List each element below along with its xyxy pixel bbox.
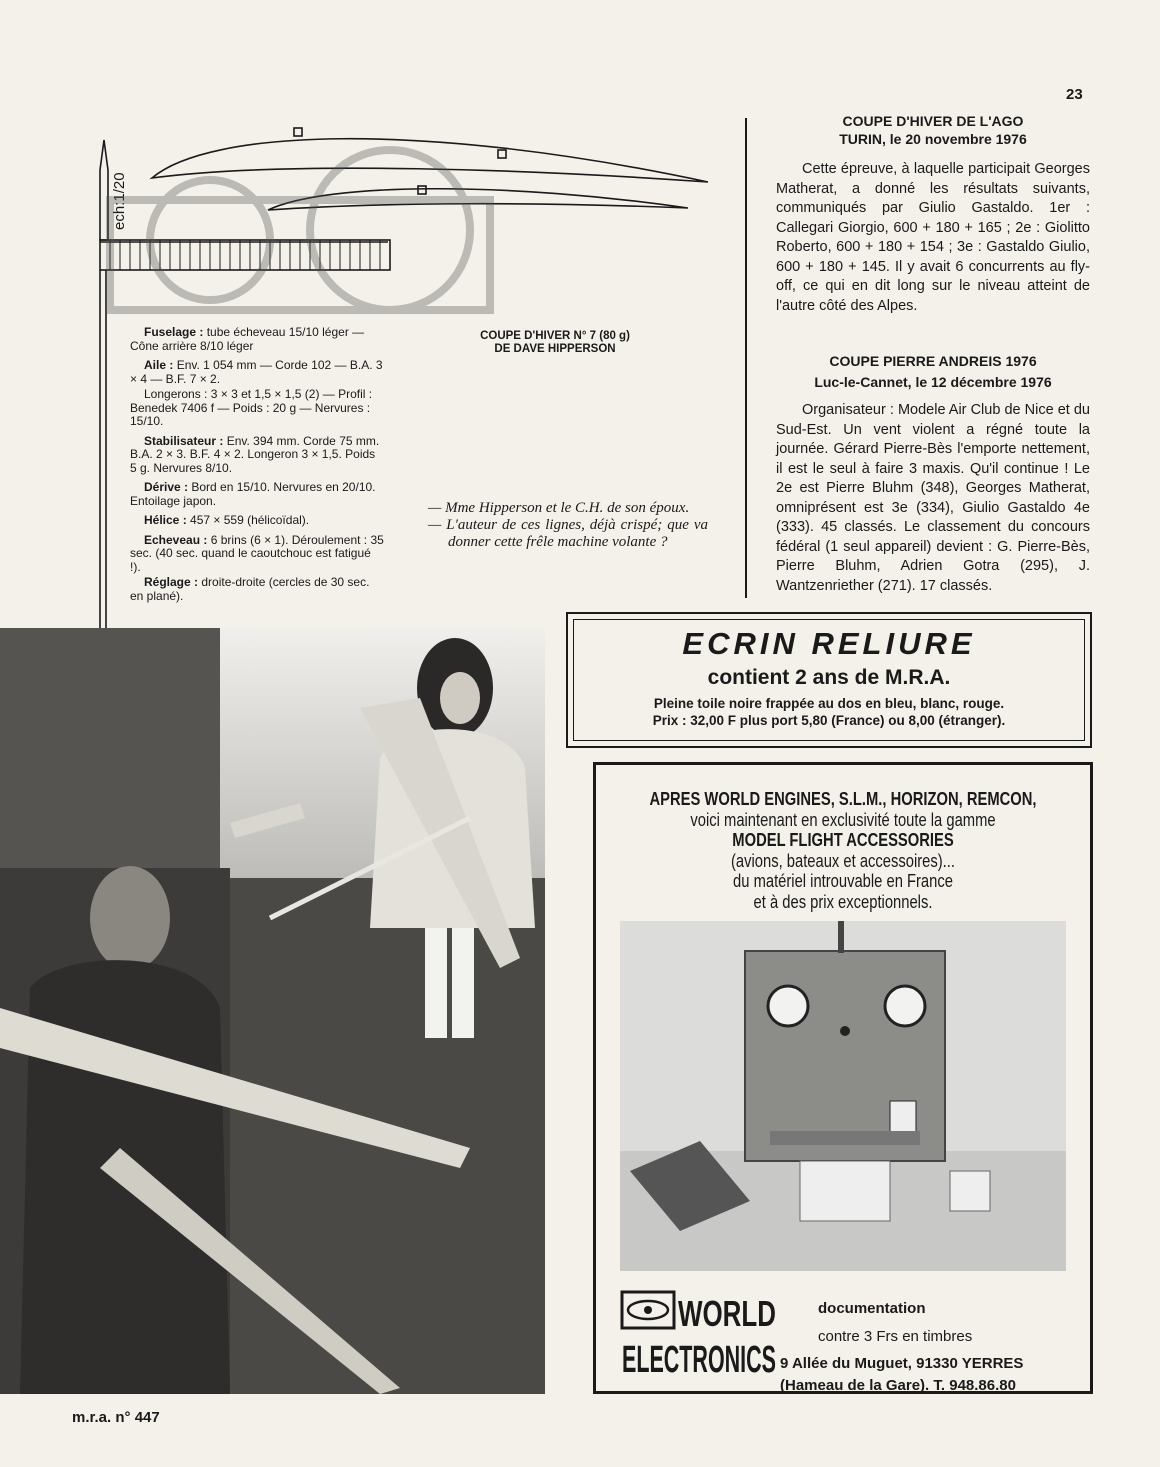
ad-headline: APRES WORLD ENGINES, S.L.M., HORIZON, REMCON, voici maintenant en exclusivité toute la gamme MODEL FLIGHT ACCESSORIES (avions, bateaux et accessoires)... du matériel introuvable en France et à des prix exceptionnels. [649,789,1037,912]
people-with-model-photo [0,628,545,1394]
svg-text:ELECTRONICS: ELECTRONICS [622,1339,776,1376]
world-electronics-ad [593,762,1093,1394]
spec-fuselage: Fuselage : tube écheveau 15/10 léger — Cône arrière 8/10 léger [130,325,365,353]
article-subtitle: Luc-le-Cannet, le 12 décembre 1976 [814,374,1052,390]
photo-caption-2: — L'auteur de ces lignes, déjà crispé; que va donner cette frêle machine volante ? [428,517,708,550]
article-title: COUPE PIERRE ANDREIS 1976 [829,353,1037,369]
issue-footer: m.r.a. n° 447 [72,1409,160,1426]
spec-rubber: Echeveau : 6 brins (6 × 1). Déroulement : 35 sec. (40 sec. quand le caoutchouc est fatigué !). [130,532,384,574]
article-title: COUPE D'HIVER DE L'AGO [842,113,1024,129]
ad-contact: documentation contre 3 Frs en timbres [818,1300,973,1345]
ecrin-subtitle: contient 2 ans de M.R.A. [707,666,951,689]
column-divider [745,118,747,598]
page-number: 23 [1066,86,1083,103]
photo-captions [428,500,708,551]
world-electronics-logo [620,1290,778,1376]
spec-trim: Réglage : droite-droite (cercles de 30 sec. en plané). [130,575,370,603]
svg-text:WORLD: WORLD [678,1293,776,1334]
photo-caption-1: — Mme Hipperson et le C.H. de son époux. [428,500,690,516]
ad-address: 9 Allée du Muguet, 91330 YERRES (Hameau de la Gare). T. 948.86.80 [780,1355,1024,1394]
spec-fin: Dérive : Bord en 15/10. Nervures en 20/10. Entoilage japon. [130,480,376,508]
article-andreis [776,352,1090,596]
spec-stabilizer: Stabilisateur : Env. 394 mm. Corde 75 mm. B.A. 2 × 3. B.F. 4 × 2. Longeron 3 × 1,5. Poids 5 g. Nervures 8/10. [130,433,380,475]
article-subtitle: TURIN, le 20 novembre 1976 [839,131,1027,147]
scale-label: ech:1/20 [111,172,128,230]
article-body: Organisateur : Modele Air Club de Nice et du Sud-Est. Un vent violent a régné toute la journée. Gérard Pierre-Bès l'emporte nettement, il est le seul à faire 3 maxis. Qu'il continue ! Le 2e est Pierre Bluhm (348), Georges Matherat, omniprésent est 3e (334), Giulio Gastaldo 4e (333). 45 classés. Le classement du concours fédéral (1 seul appareil) devient : G. Pierre-Bès, Pierre Bluhm, Adrien Gotra (295), J. Wantzenriether (271). 17 classés. [776,402,1090,594]
ecrin-reliure-ad [566,612,1092,748]
ecrin-description: Pleine toile noire frappée au dos en bleu, blanc, rouge. Prix : 32,00 F plus port 5,80 (France) ou 8,00 (étranger). [652,696,1006,728]
spec-wing: Aile : Env. 1 054 mm — Corde 102 — B.A. 3 × 4 — B.F. 7 × 2. [130,358,383,386]
plan-caption: COUPE D'HIVER N° 7 (80 g) DE DAVE HIPPERSON [480,330,630,355]
specifications-block [130,326,384,609]
article-ago [776,112,1090,316]
spec-propeller: Hélice : 457 × 559 (hélicoïdal). [144,513,310,527]
article-body: Cette épreuve, à laquelle participait Georges Matherat, a donné les résultats suivants, communiqués par Giulio Gastaldo. 1er : Callegari Giorgio, 600 + 180 + 165 ; 2e : Giolitto Roberto, 600 + 180 + 154 ; 3e : Gastaldo Giulio, 600 + 180 + 145. Il y avait 6 concurrents au fly-off, ce qui en dit long sur le niveau atteint de l'autre côté des Alpes. [776,161,1090,314]
ecrin-title: ECRIN RELIURE [682,626,976,661]
spec-spars: Longerons : 3 × 3 et 1,5 × 1,5 (2) — Profil : Benedek 7406 f — Poids : 20 g — Nervures : 15/10. [130,387,373,428]
radio-transmitter-photo [620,921,1066,1271]
